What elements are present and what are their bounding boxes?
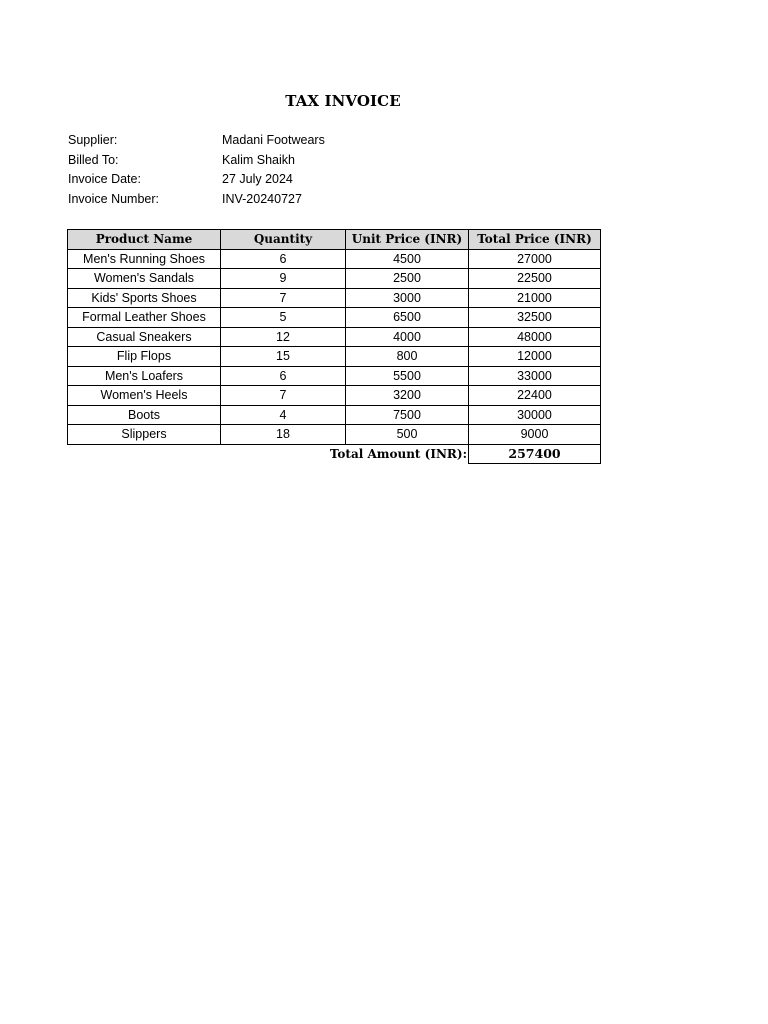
table-row — [68, 288, 601, 308]
cell-total-price: 27000 — [469, 249, 601, 269]
cell-unit-price: 4500 — [346, 249, 469, 269]
table-row — [68, 308, 601, 328]
cell-quantity: 7 — [221, 386, 346, 406]
cell-unit-price: 7500 — [346, 405, 469, 425]
cell-quantity: 6 — [221, 249, 346, 269]
cell-total-price: 30000 — [469, 405, 601, 425]
cell-quantity: 18 — [221, 425, 346, 445]
cell-quantity: 15 — [221, 347, 346, 367]
cell-product-name: Boots — [68, 405, 221, 425]
invoice-number-value: INV-20240727 — [222, 191, 302, 206]
billed-to-row — [68, 151, 325, 171]
cell-product-name: Men's Running Shoes — [68, 249, 221, 269]
cell-quantity: 6 — [221, 366, 346, 386]
cell-product-name: Flip Flops — [68, 347, 221, 367]
cell-product-name: Kids' Sports Shoes — [68, 288, 221, 308]
invoice-number-row — [68, 190, 325, 210]
table-row — [68, 347, 601, 367]
total-row-spacer — [68, 444, 221, 464]
total-amount-value: 257400 — [469, 444, 601, 464]
table-header-row — [68, 230, 601, 250]
items-table — [67, 229, 601, 464]
cell-product-name: Casual Sneakers — [68, 327, 221, 347]
cell-unit-price: 5500 — [346, 366, 469, 386]
cell-quantity: 12 — [221, 327, 346, 347]
header-quantity: Quantity — [221, 230, 346, 250]
billed-to-label: Billed To: — [68, 152, 119, 167]
cell-unit-price: 6500 — [346, 308, 469, 328]
table-row — [68, 366, 601, 386]
cell-total-price: 21000 — [469, 288, 601, 308]
invoice-date-value: 27 July 2024 — [222, 172, 293, 186]
cell-product-name: Men's Loafers — [68, 366, 221, 386]
cell-quantity: 4 — [221, 405, 346, 425]
cell-unit-price: 800 — [346, 347, 469, 367]
cell-unit-price: 3200 — [346, 386, 469, 406]
invoice-date-row — [68, 170, 325, 190]
supplier-label: Supplier: — [68, 133, 118, 147]
cell-total-price: 48000 — [469, 327, 601, 347]
cell-total-price: 22500 — [469, 269, 601, 289]
invoice-number-label: Invoice Number: — [68, 191, 160, 206]
cell-product-name: Slippers — [68, 425, 221, 445]
cell-total-price: 9000 — [469, 425, 601, 445]
cell-total-price: 33000 — [469, 366, 601, 386]
cell-quantity: 5 — [221, 308, 346, 328]
cell-unit-price: 2500 — [346, 269, 469, 289]
table-row — [68, 327, 601, 347]
header-unit-price: Unit Price (INR) — [346, 230, 469, 250]
invoice-title: TAX INVOICE — [285, 92, 401, 110]
supplier-row — [68, 131, 325, 151]
cell-product-name: Women's Sandals — [68, 269, 221, 289]
invoice-details — [68, 131, 325, 209]
total-amount-label: Total Amount (INR): — [221, 444, 469, 464]
table-row — [68, 425, 601, 445]
total-row — [68, 444, 601, 464]
cell-unit-price: 4000 — [346, 327, 469, 347]
cell-quantity: 9 — [221, 269, 346, 289]
cell-product-name: Women's Heels — [68, 386, 221, 406]
invoice-date-label: Invoice Date: — [68, 172, 141, 186]
cell-unit-price: 500 — [346, 425, 469, 445]
cell-quantity: 7 — [221, 288, 346, 308]
cell-total-price: 32500 — [469, 308, 601, 328]
table-row — [68, 269, 601, 289]
cell-product-name: Formal Leather Shoes — [68, 308, 221, 328]
billed-to-value: Kalim Shaikh — [222, 152, 295, 167]
header-product-name: Product Name — [68, 230, 221, 250]
table-row — [68, 249, 601, 269]
table-row — [68, 386, 601, 406]
header-total-price: Total Price (INR) — [469, 230, 601, 250]
supplier-value: Madani Footwears — [222, 133, 325, 147]
cell-unit-price: 3000 — [346, 288, 469, 308]
cell-total-price: 22400 — [469, 386, 601, 406]
table-row — [68, 405, 601, 425]
cell-total-price: 12000 — [469, 347, 601, 367]
